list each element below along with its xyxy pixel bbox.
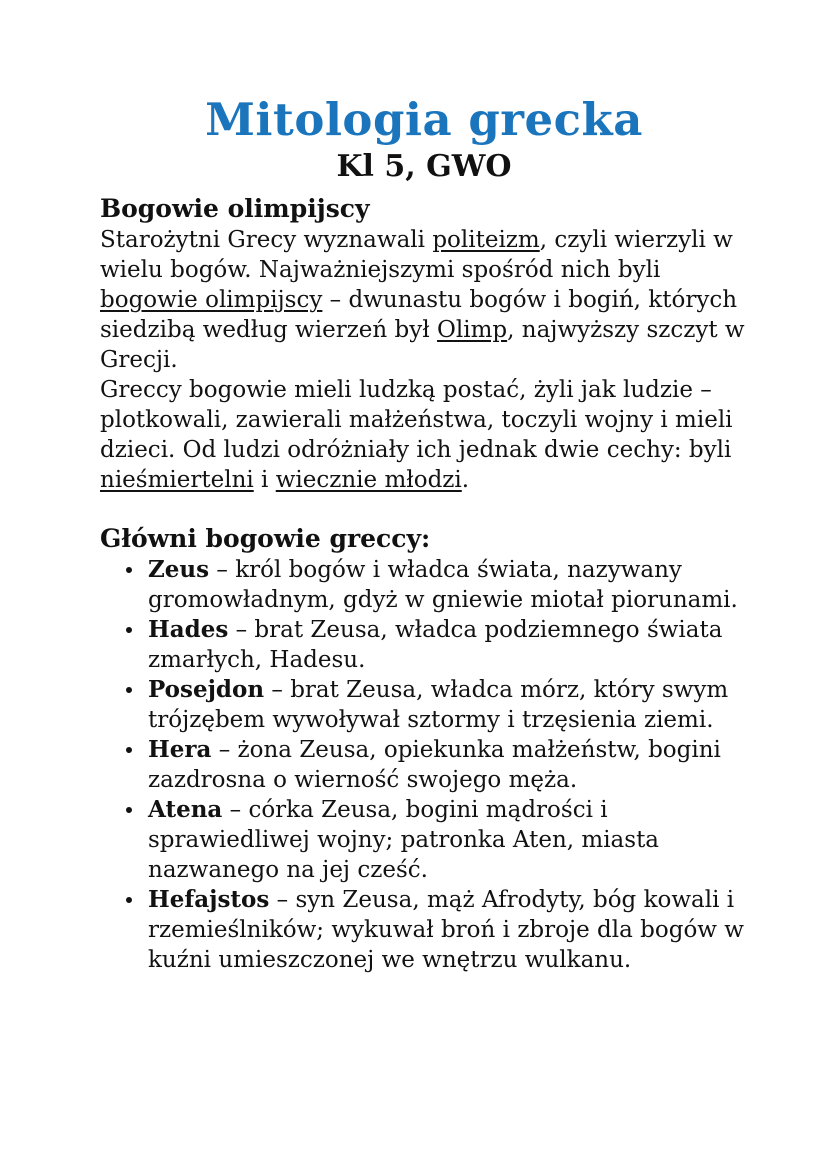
underlined-term: bogowie olimpijscy [100,287,323,313]
underlined-term: wiecznie młodzi [275,467,462,493]
god-list-item [100,675,748,735]
god-list-item [100,555,748,615]
text-segment: – dwunastu bogów i bogiń, których siedzibą według wierzeń był [100,287,738,343]
underlined-term: politeizm [432,227,540,253]
god-list-item [100,615,748,675]
god-description: – brat Zeusa, władca mórz, który swym trójzębem wywoływał sztormy i trzęsienia ziemi. [148,677,729,733]
text-segment: , najwyższy szczyt w Grecji. [100,317,745,373]
god-name: Hades [148,616,229,643]
text-segment: , czyli wierzyli w wielu bogów. Najważniejszymi spośród nich byli [100,227,733,283]
document-subtitle: Kl 5, GWO [336,149,512,184]
section-heading-olympian-gods: Bogowie olimpijscy [100,194,370,223]
text-segment: . [461,467,470,493]
text-segment: Starożytni Grecy wyznawali [100,227,433,253]
god-list-item [100,795,748,885]
god-description: – syn Zeusa, mąż Afrodyty, bóg kowali i rzemieślników; wykuwał broń i zbroje dla bogów w kuźni umieszczonej we wnętrzu wulkanu. [148,887,744,973]
god-name: Posejdon [148,676,265,703]
underlined-term: Olimp [437,317,508,343]
god-description: – żona Zeusa, opiekunka małżeństw, bogini zazdrosna o wierność swojego męża. [148,737,721,793]
underlined-term: nieśmiertelni [100,467,254,493]
god-name: Hefajstos [148,886,270,913]
god-name: Zeus [148,556,210,583]
document-content [100,92,748,975]
god-name: Hera [148,736,212,763]
text-segment: Greccy bogowie mieli ludzką postać, żyli jak ludzie – plotkowali, zawierali małżeństwa, toczyli wojny i mieli dzieci. Od ludzi odróżniały ich jednak dwie cechy: byli [100,377,733,463]
document-title: Mitologia grecka [205,93,643,146]
paragraph-god-traits [100,375,748,495]
god-list-item [100,885,748,975]
gods-list [100,555,748,975]
god-description: – córka Zeusa, bogini mądrości i sprawiedliwej wojny; patronka Aten, miasta nazwanego na jej cześć. [148,797,660,883]
paragraph-polytheism [100,225,748,375]
god-description: – brat Zeusa, władca podziemnego świata zmarłych, Hadesu. [148,617,723,673]
text-segment: i [253,467,276,493]
section-heading-main-gods: Główni bogowie greccy: [100,524,431,553]
god-name: Atena [148,796,223,823]
god-list-item [100,735,748,795]
god-description: – król bogów i władca świata, nazywany gromowładnym, gdyż w gniewie miotał piorunami. [148,557,738,613]
